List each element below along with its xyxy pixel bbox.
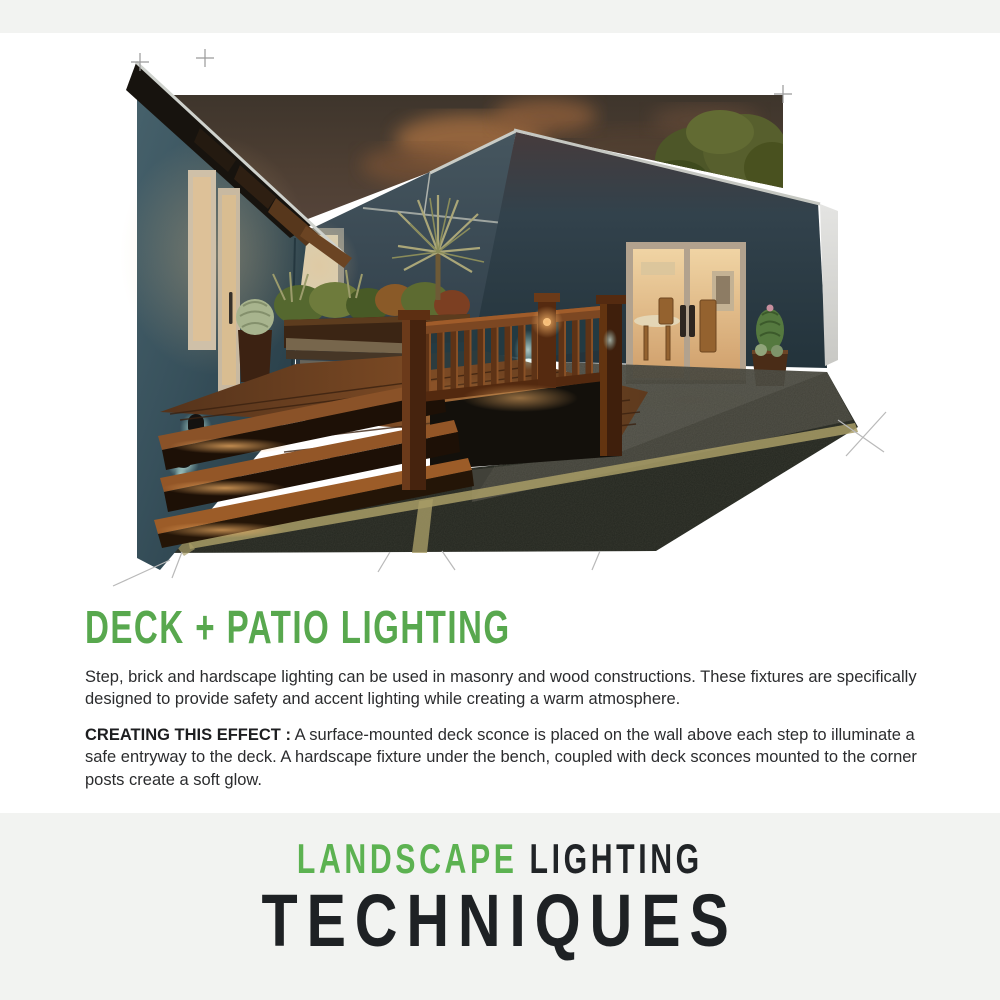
- effect-label: CREATING THIS EFFECT :: [85, 725, 291, 744]
- crop-marks: [131, 49, 792, 103]
- brand-line1: [297, 835, 703, 882]
- left-glass-door: [218, 188, 240, 394]
- post-sconce: [603, 329, 617, 351]
- door-handle: [689, 305, 695, 337]
- section-heading: DECK + PATIO LIGHTING: [85, 601, 511, 653]
- brand-landscape: LANDSCAPE: [297, 835, 518, 882]
- corner-post: [398, 310, 430, 490]
- end-post: [596, 295, 626, 456]
- door-handle: [229, 292, 233, 324]
- brand-footer: [0, 835, 1000, 962]
- brand-lighting: LIGHTING: [517, 835, 703, 882]
- effect-text: A surface-mounted deck sconce is placed on the wall above each step to illuminate a safe entryway to the deck. A hardscape fixture under the bench, coupled with deck sconces mounted to the corner posts create a soft glow.: [85, 725, 917, 789]
- door-handle: [680, 305, 686, 337]
- post-sconce: [531, 306, 563, 338]
- brand-techniques: TECHNIQUES: [261, 879, 739, 962]
- intro-paragraph: Step, brick and hardscape lighting can be used in masonry and wood constructions. These fixtures are specifically designed to provide safety and accent lighting while creating a warm atmosphere.: [85, 668, 917, 709]
- french-doors: [626, 242, 746, 384]
- left-window: [188, 170, 216, 350]
- effect-paragraph: [85, 724, 933, 791]
- description-section: [85, 601, 933, 804]
- barrel-cactus-pot: [236, 299, 274, 382]
